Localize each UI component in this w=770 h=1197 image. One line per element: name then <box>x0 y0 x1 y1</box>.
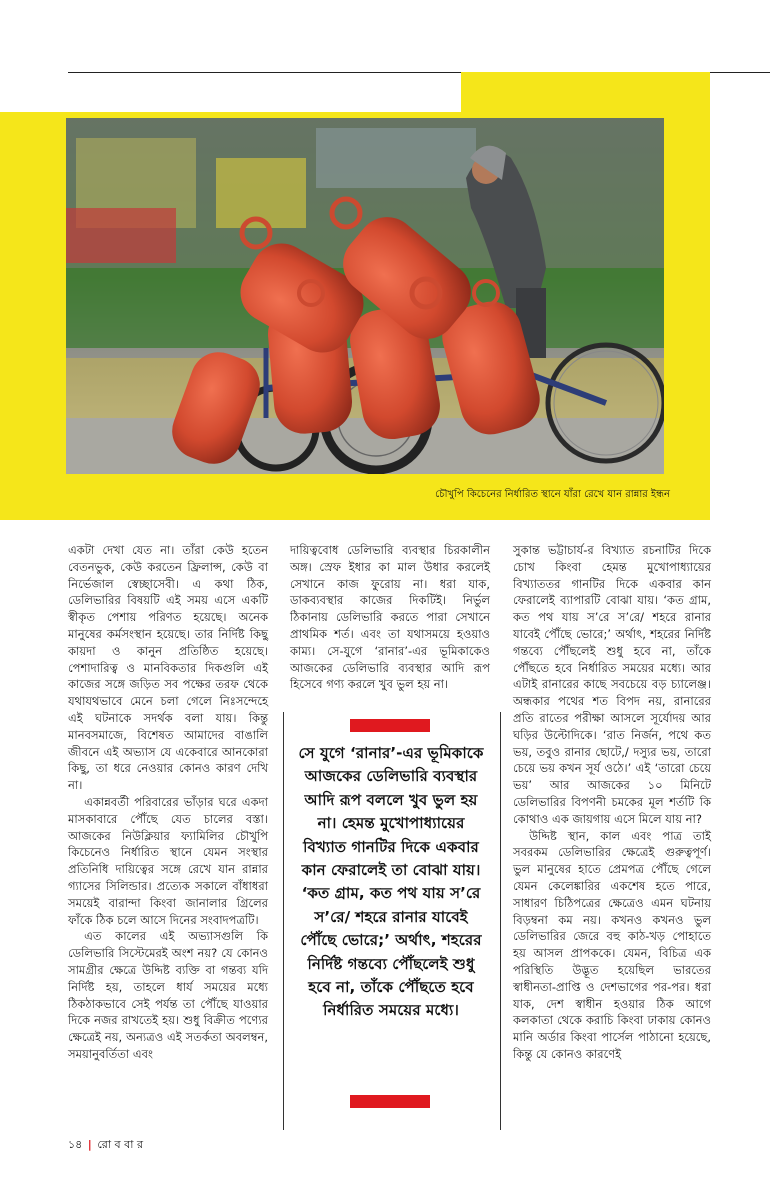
lpg-delivery-photo <box>66 118 664 474</box>
footer-separator: | <box>87 1138 92 1151</box>
page-number: ১৪ <box>68 1138 83 1151</box>
article-column-1 <box>68 542 268 1063</box>
article-column-3 <box>513 542 711 1063</box>
page-footer <box>68 1136 143 1155</box>
paragraph: একান্নবর্তী পরিবারের ভাঁড়ার ঘরে একদা মাসকাবারে পৌঁছে যেত চালের বস্তা। আজকের নিউক্লিয়ার ফ্যামিলির চৌখুপি কিচেনেও নির্ধারিত স্থানে যেমন সংস্থার প্রতিনিধি দায়িত্বের সঙ্গে রেখে যান রান্নার গ্যাসের সিলিন্ডার। প্রত্যেক সকালে বাঁধাধরা সময়েই বারান্দা কিংবা জানালার গ্রিলের ফাঁকে ঠিক চলে আসে দিনের সংবাদপত্রটি। <box>68 794 268 927</box>
pullquote-top-bar <box>350 719 430 732</box>
paragraph: উদ্দিষ্ট স্থান, কাল এবং পাত্র তাই সবরকম ডেলিভারির ক্ষেত্রেই গুরুত্বপূর্ণ। ভুল মানুষের হাতে প্রেমপত্র পৌঁছে গেলে যেমন কেলেঙ্কারির একশেষ হতে পারে, সাধারণ চিঠিপত্রের ক্ষেত্রেও এমন ঘটনায় বিড়ম্বনা কম নয়। কখনও কখনও ভুল ডেলিভারির জেরে বহু কাঠ-খড় পোহাতে হয় আসল প্রাপককে। যেমন, বিচিত্র এক পরিস্থিতি উদ্ভূত হয়েছিল ভারতের স্বাধীনতা-প্রাপ্তি ও দেশভাগের পর-পর। ধরা যাক, দেশ স্বাধীন হওয়ার ঠিক আগে কলকাতা থেকে করাচি কিংবা ঢাকায় কোনও মানি অর্ডার কিংবা পার্সেল পাঠানো হয়েছে, কিন্তু যে কোনও কারণেই <box>513 828 711 1061</box>
paragraph: এত কালের এই অভ্যাসগুলি কি ডেলিভারি সিস্টেমেরই অংশ নয়? যে কোনও সামগ্রীর ক্ষেত্রে উদ্দিষ্ট ব্যক্তি বা গন্তব্য যদি নির্দিষ্ট হয়, তাহলে ধার্য সময়ের মধ্যে ঠিকঠাকভাবে সেই পর্যন্ত তা পৌঁছে যাওয়ার দিকে নজর রাখতেই হয়। শুধু বিক্রীত পণ্যের ক্ষেত্রেই নয়, অন্যত্রও এই সতর্কতা অবলম্বন, সময়ানুবর্তিতা এবং <box>68 929 268 1061</box>
yellow-accent-block <box>461 72 710 112</box>
photo-caption: চৌখুপি কিচেনের নির্ধারিত স্থানে যাঁরা রেখে যান রান্নার ইন্ধন <box>435 489 670 500</box>
column-divider <box>500 712 501 1130</box>
paragraph: একটা দেখা যেত না। তাঁরা কেউ হতেন বেতনভুক, কেউ করতেন ফ্রিলান্স, কেউ বা নির্ভেজাল স্বেচ্ছাসেবী। এ কথা ঠিক, ডেলিভারির বিষয়টি এই সময় এসে একটি স্বীকৃত পেশায় পরিণত হয়েছে। অনেক মানুষের কর্মসংস্থান হয়েছে। তার নির্দিষ্ট কিছু কায়দা ও কানুন প্রতিষ্ঠিত হয়েছে। পেশাদারিত্ব ও মানবিকতার দিকগুলি এই কাজের সঙ্গে জড়িত সব পক্ষের তরফ থেকে যথাযথভাবে মেনে চলা গেলে নিঃসন্দেহে এই ঘটনাকে সদর্থক বলা যায়। কিন্তু মানবসমাজে, বিশেষত আমাদের বাঙালি জীবনে এই অভ্যাস যে একেবারে আনকোরা কিছু, তা ধরে নেওয়ার কোনও কারণ দেখি না। <box>68 543 268 793</box>
pullquote-bottom-bar <box>350 1095 430 1108</box>
paragraph: দায়িত্ববোধ ডেলিভারি ব্যবস্থার চিরকালীন অঙ্গ। স্রেফ ইধার কা মাল উধার করলেই সেখানে কাজ ফুরোয় না। ধরা যাক, ডাকব্যবস্থার কাজের দিকটিই। নির্ভুল ঠিকানায় ডেলিভারি করতে পারা সেখানে প্রাথমিক শর্ত। এবং তা যথাসময়ে হওয়াও কাম্য। সে-যুগে ‘রানার’-এর ভূমিকাকেও আজকের ডেলিভারি ব্যবস্থার আদি রূপ হিসেবে গণ্য করলে খুব ভুল হয় না। <box>290 543 490 692</box>
magazine-name: রো ব বা র <box>97 1138 143 1151</box>
column-divider <box>283 712 284 1130</box>
pull-quote: সে যুগে ‘রানার’-এর ভূমিকাকে আজকের ডেলিভারি ব্যবস্থার আদি রূপ বললে খুব ভুল হয় না। হেমন্ত মুখোপাধ্যায়ের বিখ্যাত গানটির দিকে একবার কান ফেরালেই তা বোঝা যায়। ‘কত গ্রাম, কত পথ যায় স’রে স’রে/ শহরে রানার যাবেই পৌঁছে ভোরে;’ অর্থাৎ, শহরের নির্দিষ্ট গন্তব্যে পৌঁছলেই শুধু হবে না, তাঁকে পৌঁছতে হবে নির্ধারিত সময়ের মধ্যে। <box>298 744 484 1020</box>
article-column-2 <box>290 542 490 693</box>
paragraph: সুকান্ত ভট্টাচার্য-র বিখ্যাত রচনাটির দিকে চোখ কিংবা হেমন্ত মুখোপাধ্যায়ের বিখ্যাততর গানটির দিকে একবার কান ফেরালেই ব্যাপারটি বোঝা যায়। ‘কত গ্রাম, কত পথ যায় স’রে স’রে/ শহরে রানার যাবেই পৌঁছে ভোরে;’ অর্থাৎ, শহরের নির্দিষ্ট গন্তব্যে পৌঁছলেই শুধু হবে না, তাঁকে পৌঁছতে হবে নির্ধারিত সময়ের মধ্যে। আর এটাই রানারের কাছে সবচেয়ে বড় চ্যালেঞ্জ। অন্ধকার পথের শত বিপদ নয়, রানারের প্রতি রাতের পরীক্ষা আসলে সূর্যোদয় আর ঘড়ির উল্টোদিকে। ‘রাত নির্জন, পথে কত ভয়, তবুও রানার ছোটে,/ দস্যুর ভয়, তারো চেয়ে ভয় কখন সূর্য ওঠে।’ এই ‘তারো চেয়ে ভয়’ আর আজকের ১০ মিনিটে ডেলিভারির বিপণনী চমকের মূল শর্তটি কি কোথাও এক জায়গায় এসে মিলে যায় না? <box>513 543 711 826</box>
